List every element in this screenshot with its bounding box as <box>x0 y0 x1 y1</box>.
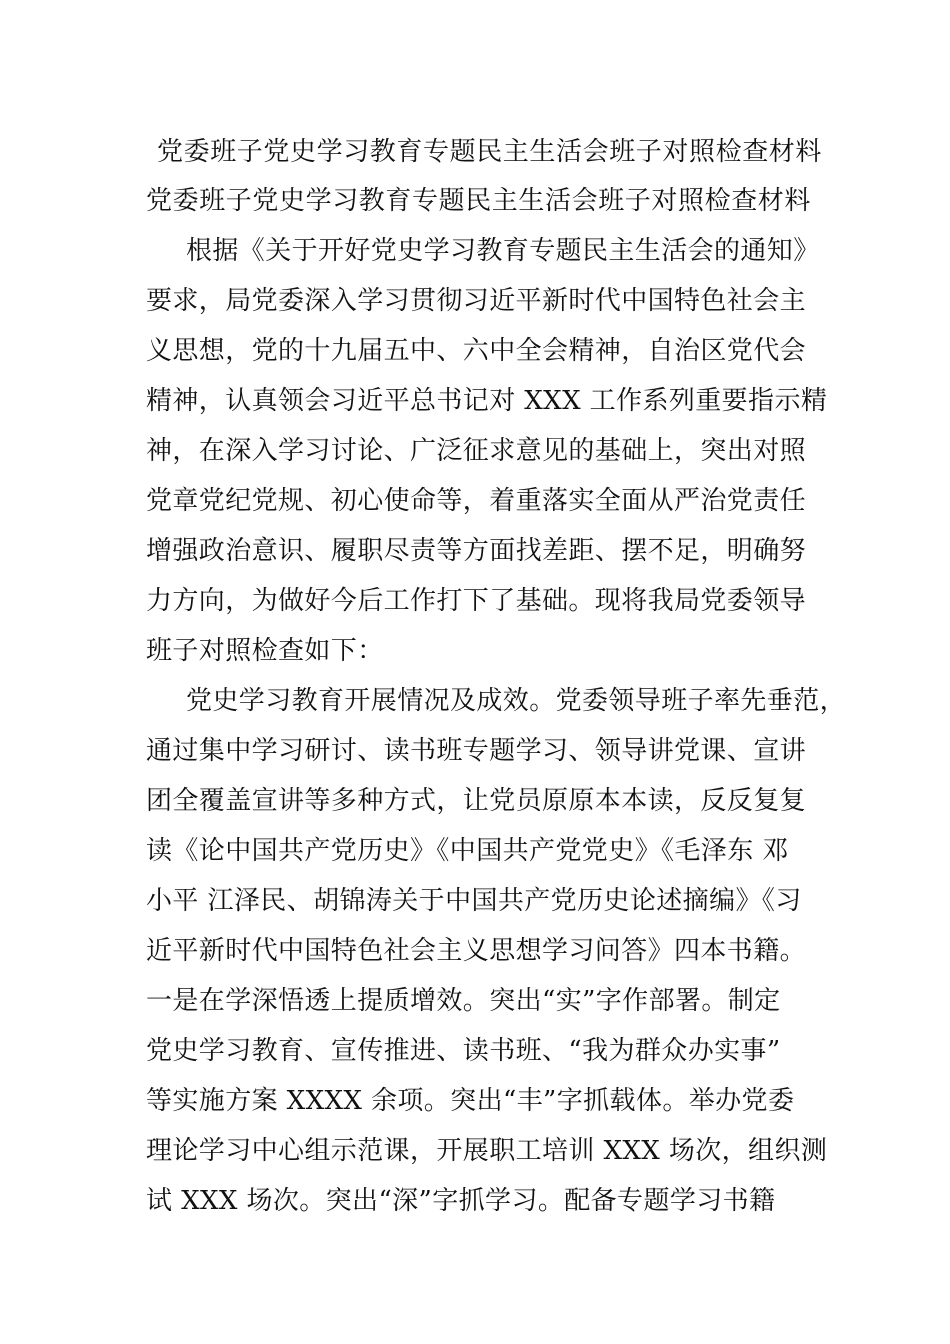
paragraph-line: 要求，局党委深入学习贯彻习近平新时代中国特色社会主 <box>146 286 807 316</box>
paragraph-line: 精神，认真领会习近平总书记对 XXX 工作系列重要指示精 <box>146 386 828 416</box>
paragraph-line: 党章党纪党规、初心使命等，着重落实全面从严治党责任 <box>146 486 807 516</box>
paragraph-line: 通过集中学习研讨、读书班专题学习、领导讲党课、宣讲 <box>146 736 807 766</box>
paragraph-line: 党史学习教育、宣传推进、读书班、“我为群众办实事” <box>146 1036 781 1066</box>
paragraph-line: 班子对照检查如下： <box>146 636 384 666</box>
paragraph-line: 理论学习中心组示范课，开展职工培训 XXX 场次，组织测 <box>146 1136 828 1166</box>
paragraph-line: 党史学习教育开展情况及成效。党委领导班子率先垂范， <box>186 686 847 716</box>
paragraph-line: 等实施方案 XXXX 余项。突出“丰”字抓载体。举办党委 <box>146 1086 795 1116</box>
paragraph-line: 根据《关于开好党史学习教育专题民主生活会的通知》 <box>186 236 820 266</box>
document-title: 党委班子党史学习教育专题民主生活会班子对照检查材料 <box>157 137 823 167</box>
paragraph-line: 团全覆盖宣讲等多种方式，让党员原原本本读，反反复复 <box>146 786 807 816</box>
document-title-repeat: 党委班子党史学习教育专题民主生活会班子对照检查材料 <box>146 186 812 216</box>
paragraph-line: 近平新时代中国特色社会主义思想学习问答》四本书籍。 <box>146 936 807 966</box>
paragraph-line: 义思想，党的十九届五中、六中全会精神，自治区党代会 <box>146 336 807 366</box>
paragraph-line: 神，在深入学习讨论、广泛征求意见的基础上，突出对照 <box>146 436 807 466</box>
paragraph-line: 增强政治意识、履职尽责等方面找差距、摆不足，明确努 <box>146 536 807 566</box>
paragraph-line: 一是在学深悟透上提质增效。突出“实”字作部署。制定 <box>146 986 781 1016</box>
paragraph-line: 力方向，为做好今后工作打下了基础。现将我局党委领导 <box>146 586 807 616</box>
paragraph-line: 小平 江泽民、胡锦涛关于中国共产党历史论述摘编》《习 <box>146 886 802 916</box>
paragraph-line: 读《论中国共产党历史》《中国共产党党史》《毛泽东 邓 <box>146 836 789 866</box>
paragraph-line: 试 XXX 场次。突出“深”字抓学习。配备专题学习书籍 <box>146 1186 776 1216</box>
